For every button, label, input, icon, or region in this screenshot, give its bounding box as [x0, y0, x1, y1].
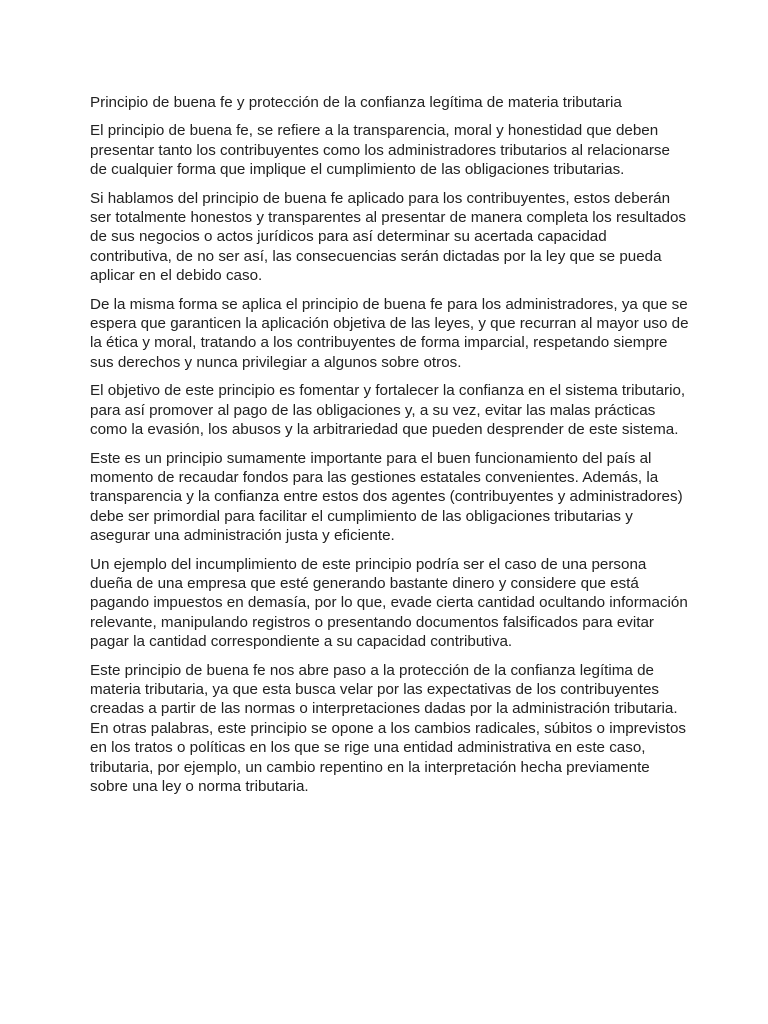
paragraph-3: De la misma forma se aplica el principio de buena fe para los administradores, ya que se espera que garanticen la aplicación objetiva de las leyes, y que recurran al mayor uso de la ética y moral, tratando a los contribuyentes de forma imparcial, respetando siempre sus derechos y nunca privilegiar a algunos sobre otros. — [90, 295, 689, 371]
document-title: Principio de buena fe y protección de la confianza legítima de materia tributaria — [90, 94, 622, 111]
paragraph-1: El principio de buena fe, se refiere a la transparencia, moral y honestidad que deben presentar tanto los contribuyentes como los administradores tributarios al relacionarse de cualquier forma que implique el cumplimiento de las obligaciones tributarias. — [90, 122, 670, 179]
paragraph-2: Si hablamos del principio de buena fe aplicado para los contribuyentes, estos deberán ser totalmente honestos y transparentes al presentar de manera completa los resultados de sus negocios o actos jurídicos para así determinar su acertada capacidad contributiva, de no ser así, las consecuencias serán dictadas por la ley que se pueda aplicar en el debido caso. — [90, 189, 687, 285]
paragraph-6: Un ejemplo del incumplimiento de este principio podría ser el caso de una persona dueña de una empresa que esté generando bastante dinero y considere que está pagando impuestos en demasía, por lo que, evade cierta cantidad ocultando información relevante, manipulando registros o presentando documentos falsificados para evitar pagar la cantidad correspondiente a su capacidad contributiva. — [90, 555, 688, 651]
paragraph-7: Este principio de buena fe nos abre paso a la protección de la confianza legítima de materia tributaria, ya que esta busca velar por las expectativas de los contribuyentes creadas a partir de las normas o interpretaciones dadas por la administración tributaria. En otras palabras, este principio se opone a los cambios radicales, súbitos o imprevistos en los tratos o políticas en los que se rige una entidad administrativa en este caso, tributaria, por ejemplo, un cambio repentino en la interpretación hecha previamente sobre una ley o norma tributaria. — [90, 661, 686, 795]
paragraph-5: Este es un principio sumamente importante para el buen funcionamiento del país al momento de recaudar fondos para las gestiones estatales convenientes. Además, la transparencia y la confianza entre estos dos agentes (contribuyentes y administradores) debe ser primordial para facilitar el cumplimiento de las obligaciones tributarias y asegurar una administración justa y eficiente. — [90, 449, 683, 545]
paragraph-4: El objetivo de este principio es fomentar y fortalecer la confianza en el sistema tributario, para así promover al pago de las obligaciones y, a su vez, evitar las malas prácticas como la evasión, los abusos y la arbitrariedad que pueden desprender de este sistema. — [90, 382, 686, 439]
document-page — [90, 93, 690, 805]
